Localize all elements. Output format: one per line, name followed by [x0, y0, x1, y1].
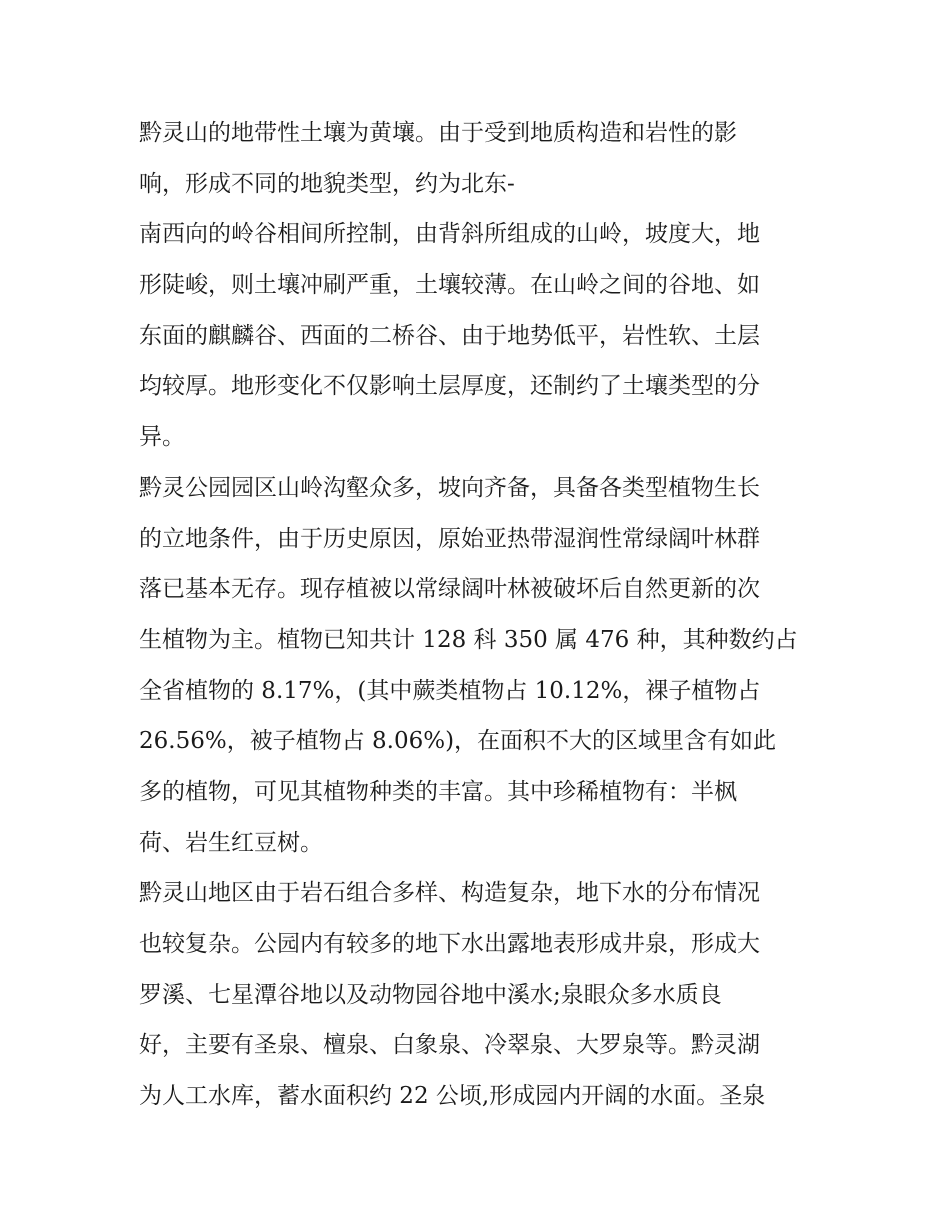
text-line: 为人工水库，蓄水面积约 22 公顷,形成园内开阔的水面。圣泉: [139, 1083, 766, 1110]
text-line: 好，主要有圣泉、檀泉、白象泉、冷翠泉、大罗泉等。黔灵湖: [139, 1032, 760, 1059]
body-text: [139, 108, 819, 1122]
text-line: 东面的麒麟谷、西面的二桥谷、由于地势低平，岩性软、土层: [139, 322, 760, 349]
text-line: 异。: [139, 424, 185, 451]
text-line: 的立地条件，由于历史原因，原始亚热带湿润性常绿阔叶林群: [139, 525, 760, 552]
text-line: 荷、岩生红豆树。: [139, 829, 323, 856]
text-line: 全省植物的 8.17%，(其中蕨类植物占 10.12%，裸子植物占: [139, 677, 761, 704]
text-line: 形陡峻，则土壤冲刷严重，土壤较薄。在山岭之间的谷地、如: [139, 272, 760, 299]
text-line: 多的植物，可见其植物种类的丰富。其中珍稀植物有：半枫: [139, 778, 737, 805]
text-line: 26.56%，被子植物占 8.06%)，在面积不大的区域里含有如此: [139, 728, 777, 755]
text-line: 均较厚。地形变化不仅影响土层厚度，还制约了土壤类型的分: [139, 373, 760, 400]
text-line: 也较复杂。公园内有较多的地下水出露地表形成井泉，形成大: [139, 931, 760, 957]
text-line: 黔灵山的地带性土壤为黄壤。由于受到地质构造和岩性的影: [139, 120, 737, 146]
text-line: 南西向的岭谷相间所控制，由背斜所组成的山岭，坡度大，地: [139, 221, 760, 248]
text-line: 生植物为主。植物已知共计 128 科 350 属 476 种，其种数约占: [139, 626, 798, 653]
text-line: 响，形成不同的地貌类型，约为北东-: [139, 170, 515, 197]
text-line: 罗溪、七星潭谷地以及动物园谷地中溪水;泉眼众多水质良: [139, 981, 722, 1008]
text-line: 黔灵山地区由于岩石组合多样、构造复杂，地下水的分布情况: [139, 880, 760, 907]
text-line: 落已基本无存。现存植被以常绿阔叶林被破坏后自然更新的次: [139, 576, 760, 603]
text-line: 黔灵公园园区山岭沟壑众多，坡向齐备，具备各类型植物生长: [139, 474, 760, 501]
